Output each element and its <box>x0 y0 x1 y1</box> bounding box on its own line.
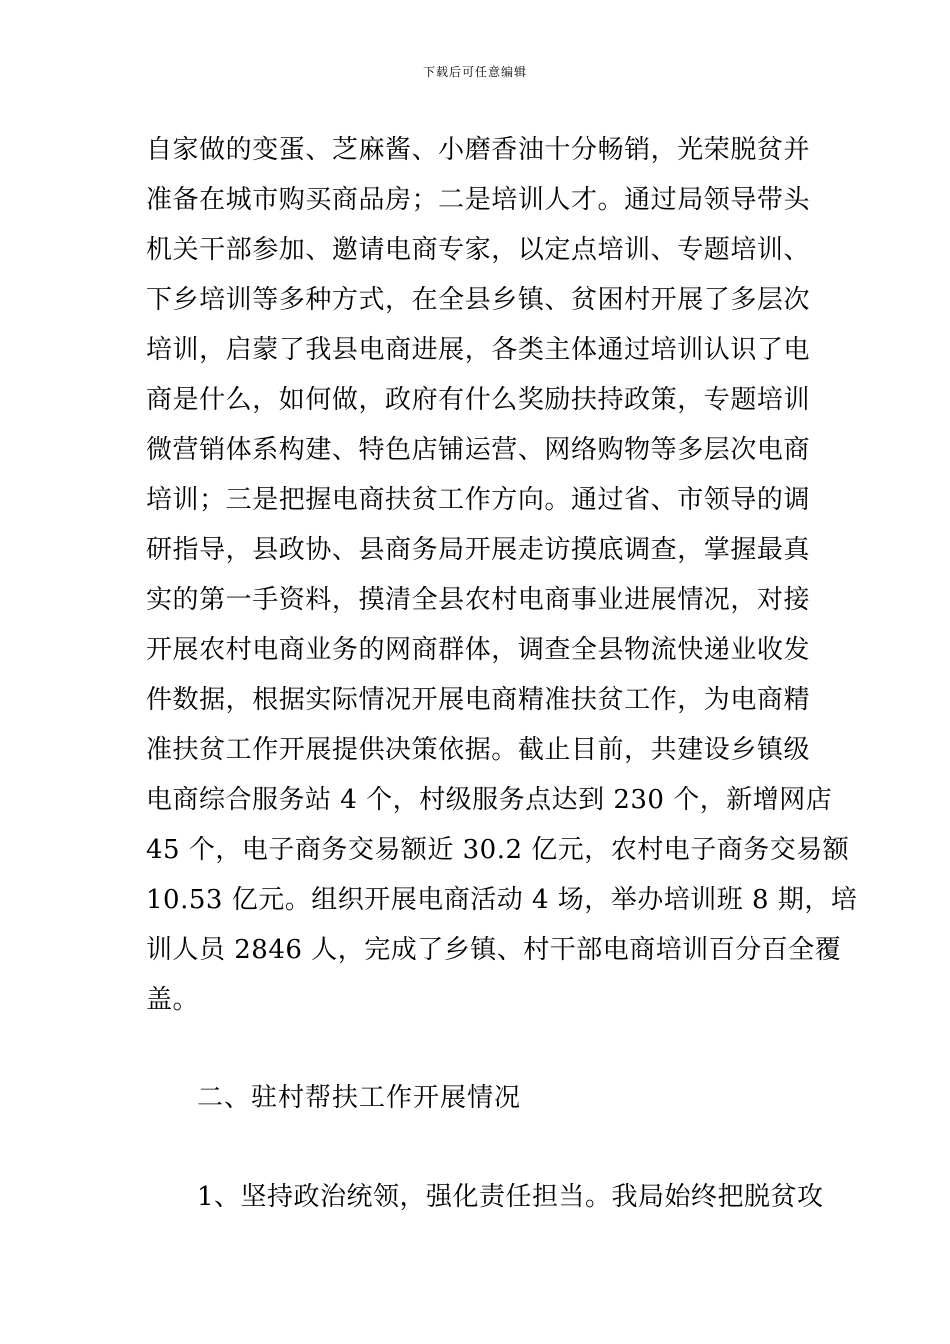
text-line: 件数据，根据实际情况开展电商精准扶贫工作，为电商精 <box>146 685 810 715</box>
text-line: 实的第一手资料，摸清全县农村电商事业进展情况，对接 <box>146 585 810 615</box>
text-line: 微营销体系构建、特色店铺运营、网络购物等多层次电商 <box>146 435 810 465</box>
text-line: 准扶贫工作开展提供决策依据。截止目前，共建设乡镇级 <box>146 735 810 765</box>
text-line: 准备在城市购买商品房；二是培训人才。通过局领导带头 <box>146 185 810 215</box>
text-line: 机关干部参加、邀请电商专家，以定点培训、专题培训、 <box>146 235 810 265</box>
text-line: 电商综合服务站 4 个，村级服务点达到 230 个，新增网店 <box>146 785 833 815</box>
text-line: 10.53 亿元。组织开展电商活动 4 场，举办培训班 8 期，培 <box>146 885 858 915</box>
text-line: 盖。 <box>146 985 200 1015</box>
section-heading: 二、驻村帮扶工作开展情况 <box>197 1083 522 1113</box>
text-line: 自家做的变蛋、芝麻酱、小磨香油十分畅销，光荣脱贫并 <box>146 135 810 165</box>
text-line: 培训；三是把握电商扶贫工作方向。通过省、市领导的调 <box>146 485 810 515</box>
text-line: 45 个，电子商务交易额近 30.2 亿元，农村电子商务交易额 <box>146 835 850 865</box>
section-first-line: 1、坚持政治统领，强化责任担当。我局始终把脱贫攻 <box>197 1182 824 1212</box>
text-line: 下乡培训等多种方式，在全县乡镇、贫困村开展了多层次 <box>146 285 810 315</box>
text-line: 训人员 2846 人，完成了乡镇、村干部电商培训百分百全覆 <box>146 935 842 965</box>
text-line: 研指导，县政协、县商务局开展走访摸底调查，掌握最真 <box>146 535 810 565</box>
page-header-note: 下载后可任意编辑 <box>422 65 527 79</box>
text-line: 商是什么，如何做，政府有什么奖励扶持政策，专题培训 <box>146 385 810 415</box>
text-line: 培训，启蒙了我县电商进展，各类主体通过培训认识了电 <box>146 335 810 365</box>
body-paragraph <box>146 125 858 1025</box>
text-line: 开展农村电商业务的网商群体，调查全县物流快递业收发 <box>146 635 810 665</box>
